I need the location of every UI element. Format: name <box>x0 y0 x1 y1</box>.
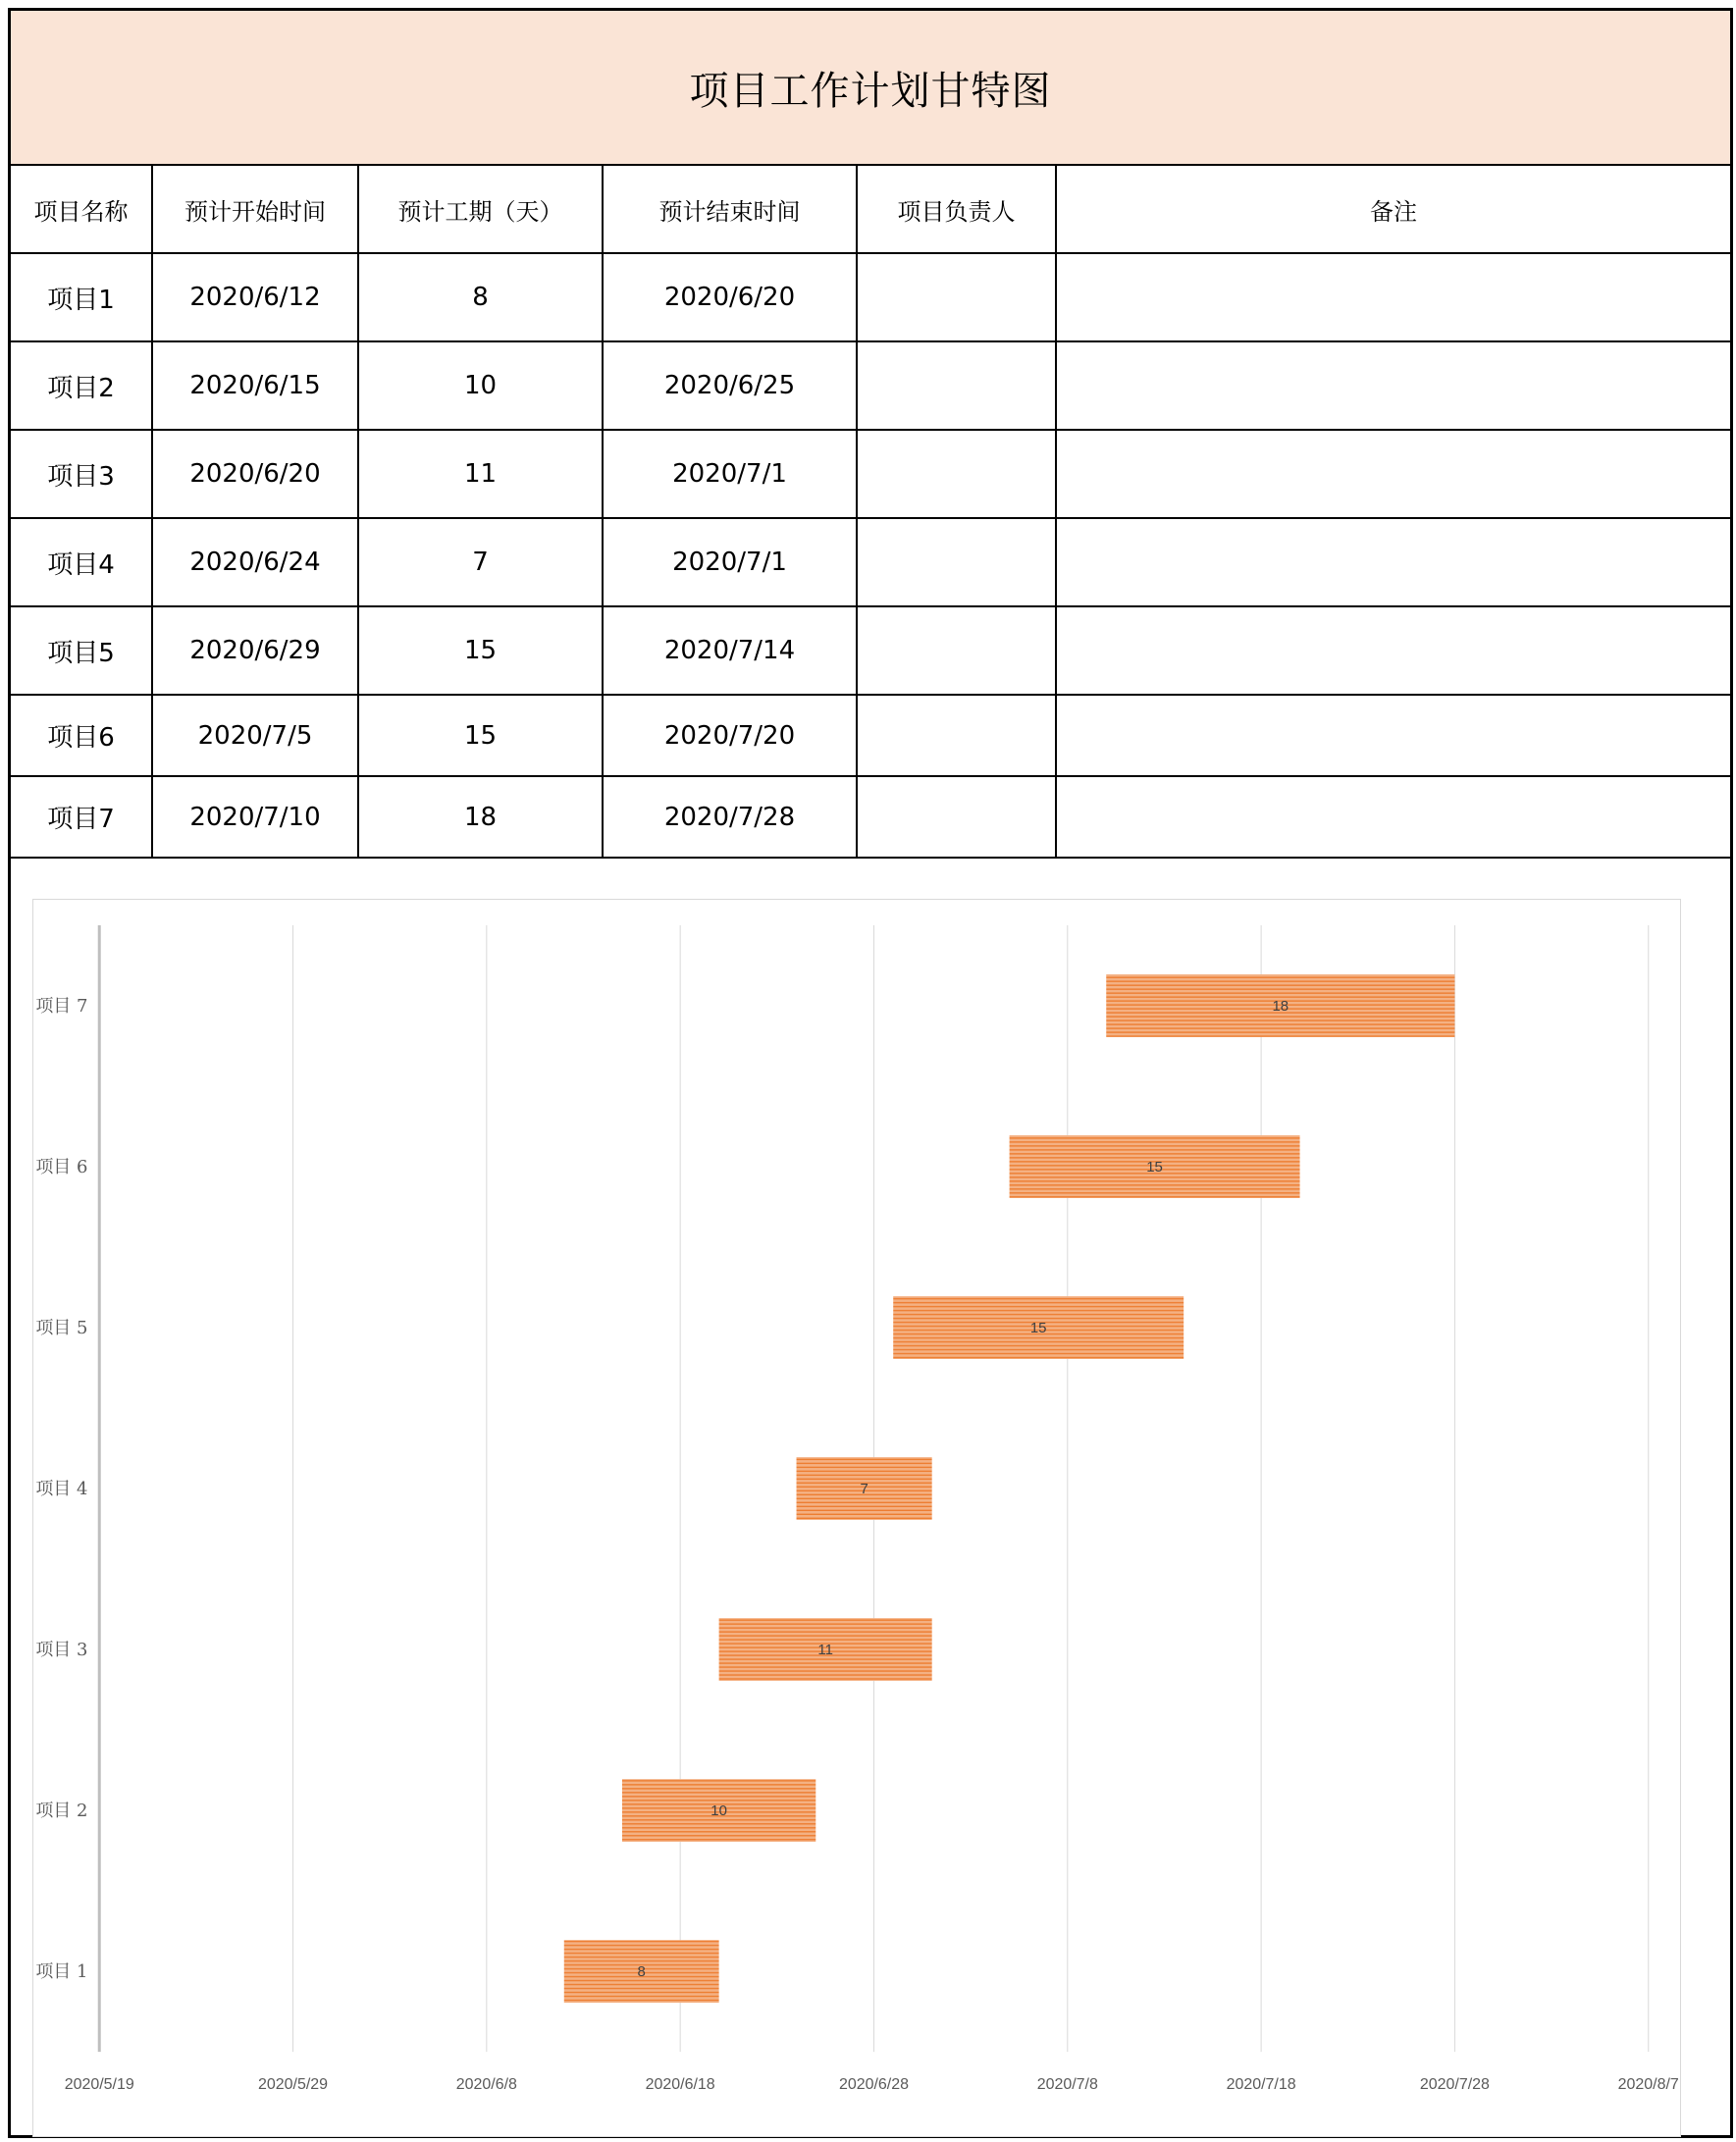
bar-data-label: 15 <box>1029 1320 1047 1337</box>
cell-end-date[interactable]: 2020/7/1 <box>603 518 857 606</box>
cell-duration[interactable]: 11 <box>358 430 603 518</box>
bar-data-label: 10 <box>710 1802 727 1820</box>
y-tick-label: 项目 6 <box>35 1156 88 1177</box>
gantt-chart[interactable] <box>32 899 1681 2137</box>
cell-notes[interactable] <box>1056 695 1730 776</box>
table-row <box>11 606 1730 695</box>
cell-project-name[interactable]: 项目5 <box>11 606 152 695</box>
bar-data-label: 11 <box>817 1642 833 1659</box>
x-tick-label: 2020/7/8 <box>1036 2076 1098 2094</box>
table-row <box>11 253 1730 341</box>
gridlines <box>293 925 1649 2052</box>
header-project-name[interactable]: 项目名称 <box>11 166 152 253</box>
cell-end-date[interactable]: 2020/7/28 <box>603 776 857 858</box>
cell-start-date[interactable]: 2020/6/20 <box>152 430 358 518</box>
cell-owner[interactable] <box>857 430 1056 518</box>
y-tick-label: 项目 5 <box>35 1318 88 1339</box>
cell-owner[interactable] <box>857 253 1056 341</box>
cell-owner[interactable] <box>857 695 1056 776</box>
header-owner[interactable]: 项目负责人 <box>857 166 1056 253</box>
gantt-chart-svg <box>33 900 1680 2136</box>
cell-end-date[interactable]: 2020/7/1 <box>603 430 857 518</box>
cell-duration[interactable]: 15 <box>358 695 603 776</box>
cell-start-date[interactable]: 2020/7/5 <box>152 695 358 776</box>
cell-start-date[interactable]: 2020/6/24 <box>152 518 358 606</box>
cell-owner[interactable] <box>857 776 1056 858</box>
cell-project-name[interactable]: 项目1 <box>11 253 152 341</box>
cell-notes[interactable] <box>1056 341 1730 430</box>
cell-duration[interactable]: 10 <box>358 341 603 430</box>
header-end-date[interactable]: 预计结束时间 <box>603 166 857 253</box>
cell-owner[interactable] <box>857 606 1056 695</box>
x-tick-label: 2020/5/29 <box>258 2076 329 2094</box>
cell-project-name[interactable]: 项目4 <box>11 518 152 606</box>
header-notes[interactable]: 备注 <box>1056 166 1730 253</box>
cell-owner[interactable] <box>857 518 1056 606</box>
cell-start-date[interactable]: 2020/7/10 <box>152 776 358 858</box>
cell-notes[interactable] <box>1056 430 1730 518</box>
header-duration[interactable]: 预计工期（天） <box>358 166 603 253</box>
table-header-row <box>11 166 1730 253</box>
cell-end-date[interactable]: 2020/6/25 <box>603 341 857 430</box>
cell-start-date[interactable]: 2020/6/12 <box>152 253 358 341</box>
table-row <box>11 695 1730 776</box>
cell-notes[interactable] <box>1056 253 1730 341</box>
x-tick-label: 2020/6/8 <box>455 2076 517 2094</box>
cell-project-name[interactable]: 项目2 <box>11 341 152 430</box>
cell-duration[interactable]: 7 <box>358 518 603 606</box>
cell-duration[interactable]: 8 <box>358 253 603 341</box>
cell-notes[interactable] <box>1056 518 1730 606</box>
x-tick-label: 2020/6/18 <box>645 2076 715 2094</box>
cell-duration[interactable]: 15 <box>358 606 603 695</box>
cell-notes[interactable] <box>1056 776 1730 858</box>
y-tick-label: 项目 2 <box>35 1801 88 1822</box>
cell-duration[interactable]: 18 <box>358 776 603 858</box>
table-row <box>11 341 1730 430</box>
bar-data-label: 18 <box>1272 997 1289 1015</box>
y-tick-label: 项目 3 <box>35 1640 88 1661</box>
table-row <box>11 430 1730 518</box>
cell-notes[interactable] <box>1056 606 1730 695</box>
bar-data-label: 15 <box>1146 1158 1163 1175</box>
cell-start-date[interactable]: 2020/6/29 <box>152 606 358 695</box>
y-tick-label: 项目 1 <box>35 1961 88 1983</box>
table-row <box>11 776 1730 858</box>
bar-data-label: 8 <box>637 1963 646 1981</box>
y-tick-label: 项目 7 <box>35 995 88 1017</box>
title-bar <box>11 11 1730 166</box>
cell-project-name[interactable]: 项目3 <box>11 430 152 518</box>
x-tick-label: 2020/7/18 <box>1226 2076 1296 2094</box>
bars <box>564 974 1455 2003</box>
x-tick-label: 2020/5/19 <box>64 2076 134 2094</box>
table-row <box>11 518 1730 606</box>
header-start-date[interactable]: 预计开始时间 <box>152 166 358 253</box>
x-tick-label: 2020/7/28 <box>1419 2076 1490 2094</box>
cell-project-name[interactable]: 项目7 <box>11 776 152 858</box>
x-tick-label: 2020/8/7 <box>1617 2076 1679 2094</box>
cell-owner[interactable] <box>857 341 1056 430</box>
project-plan-table <box>11 166 1730 859</box>
page-title: 项目工作计划甘特图 <box>689 68 1052 114</box>
cell-project-name[interactable]: 项目6 <box>11 695 152 776</box>
cell-end-date[interactable]: 2020/7/14 <box>603 606 857 695</box>
y-tick-label: 项目 4 <box>35 1479 88 1500</box>
x-tick-label: 2020/6/28 <box>838 2076 909 2094</box>
cell-start-date[interactable]: 2020/6/15 <box>152 341 358 430</box>
bar-data-label: 7 <box>860 1481 868 1498</box>
cell-end-date[interactable]: 2020/7/20 <box>603 695 857 776</box>
cell-end-date[interactable]: 2020/6/20 <box>603 253 857 341</box>
